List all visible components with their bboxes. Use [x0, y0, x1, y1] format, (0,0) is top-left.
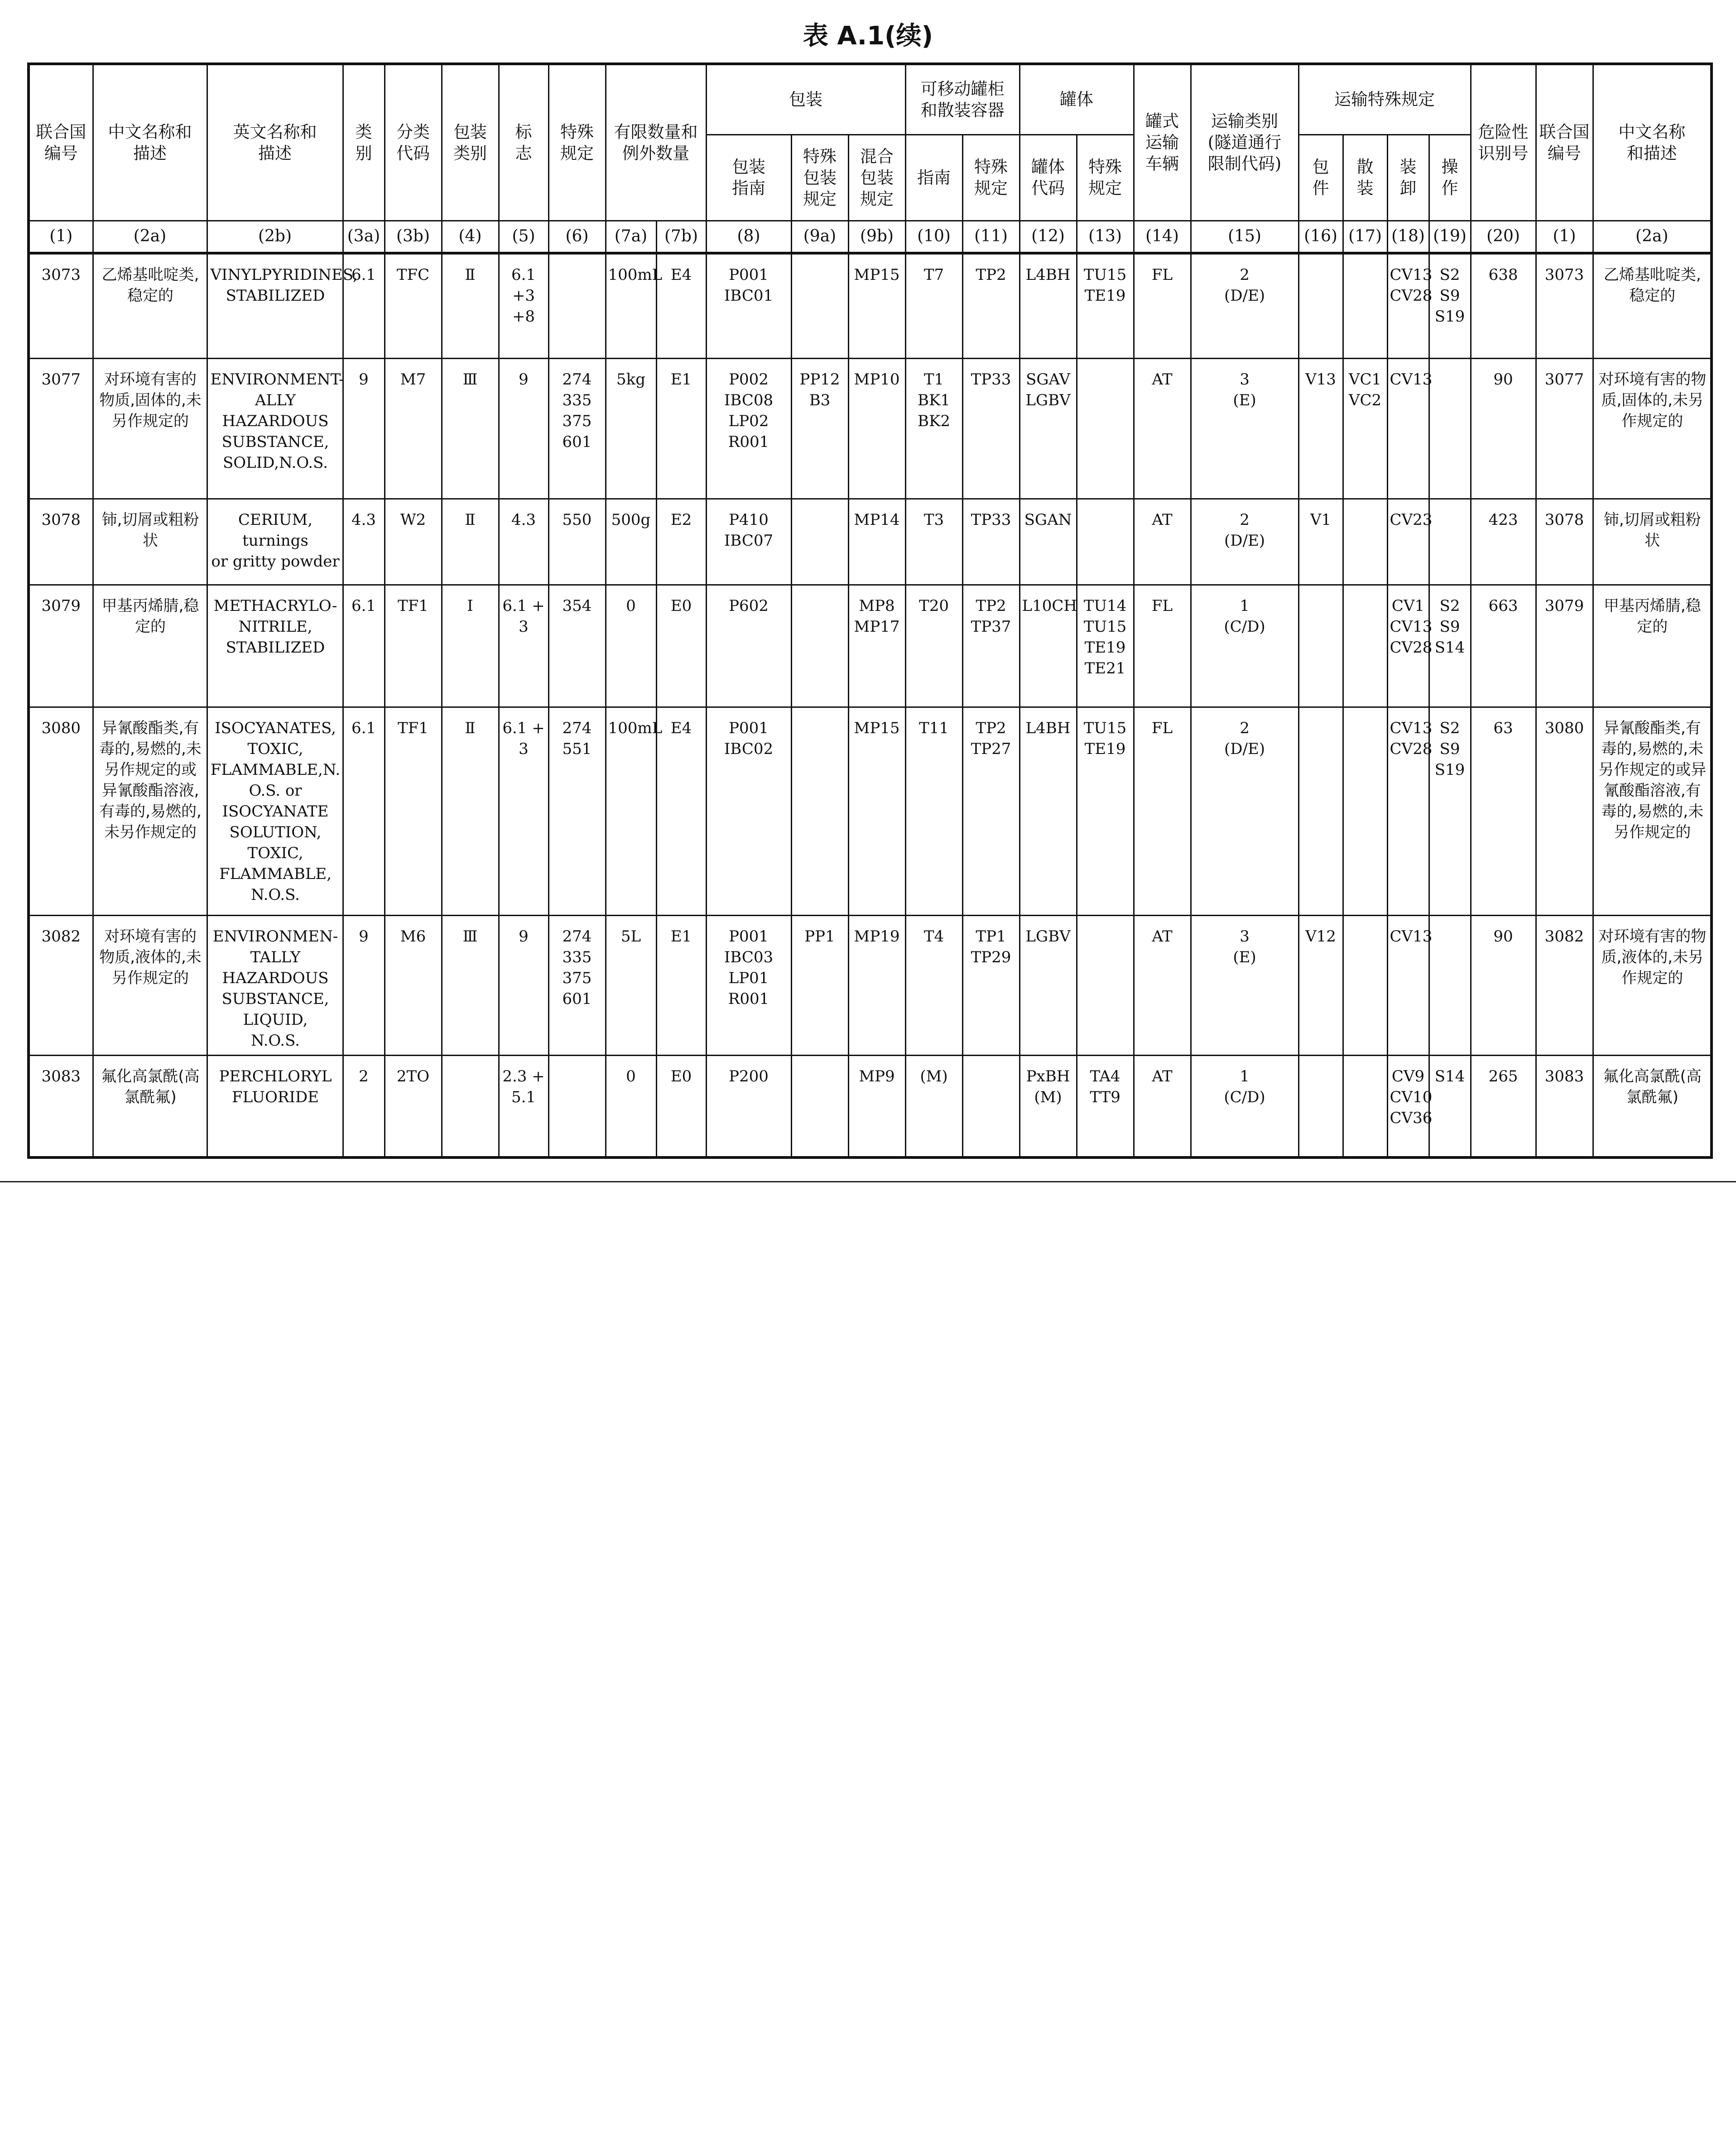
- cell-un-number: 3080: [29, 707, 93, 915]
- cell-chinese-name-repeat: 甲基丙烯腈,稳定的: [1593, 585, 1712, 707]
- cell-chinese-name: 氟化高氯酰(高氯酰氟): [93, 1055, 207, 1157]
- column-number: (18): [1387, 221, 1429, 253]
- cell-un-number: 3077: [29, 358, 93, 499]
- cell-packages-provision: [1298, 253, 1343, 358]
- cell-packing-group: Ⅲ: [442, 915, 499, 1055]
- header-english-name: 英文名称和 描述: [207, 64, 343, 221]
- cell-transport-category: 2 (D/E): [1191, 253, 1298, 358]
- cell-hazard-id: 63: [1471, 707, 1536, 915]
- cell-portable-tank-instructions: T7: [905, 253, 962, 358]
- table-body: [29, 253, 1712, 1157]
- cell-label: 2.3 + 5.1: [499, 1055, 548, 1157]
- cell-class: 9: [343, 915, 385, 1055]
- table-row: [29, 1055, 1712, 1157]
- cell-bulk-provision: [1343, 915, 1387, 1055]
- cell-special-packing: [791, 1055, 848, 1157]
- cell-tank-special: TU15 TE19: [1077, 707, 1134, 915]
- cell-label: 6.1 + 3: [499, 585, 548, 707]
- cell-packing-instructions: P001 IBC02: [706, 707, 791, 915]
- cell-label: 9: [499, 915, 548, 1055]
- cell-excepted-quantity: E0: [656, 585, 706, 707]
- cell-un-number-repeat: 3083: [1536, 1055, 1593, 1157]
- page-title: 表 A.1(续): [803, 21, 933, 51]
- cell-portable-tank-instructions: T4: [905, 915, 962, 1055]
- column-number: (11): [962, 221, 1019, 253]
- cell-packages-provision: V1: [1298, 499, 1343, 585]
- header-tank-code: 罐体 代码: [1019, 134, 1077, 221]
- header-mixed-packing: 混合 包装 规定: [848, 134, 905, 221]
- cell-packing-instructions: P002 IBC08 LP02 R001: [706, 358, 791, 499]
- cell-loading-provision: CV23: [1387, 499, 1429, 585]
- cell-class: 6.1: [343, 585, 385, 707]
- cell-packages-provision: [1298, 1055, 1343, 1157]
- column-number: (1): [29, 221, 93, 253]
- cell-special-provisions: [548, 253, 606, 358]
- cell-chinese-name-repeat: 对环境有害的物质,固体的,未另作规定的: [1593, 358, 1712, 499]
- cell-transport-category: 3 (E): [1191, 358, 1298, 499]
- cell-class: 9: [343, 358, 385, 499]
- cell-mixed-packing: MP9: [848, 1055, 905, 1157]
- cell-portable-tank-special: [962, 1055, 1019, 1157]
- cell-special-provisions: 274 335 375 601: [548, 915, 606, 1055]
- cell-special-provisions: 550: [548, 499, 606, 585]
- cell-transport-category: 2 (D/E): [1191, 707, 1298, 915]
- cell-packing-instructions: P001 IBC01: [706, 253, 791, 358]
- cell-label: 4.3: [499, 499, 548, 585]
- cell-class-code: M7: [385, 358, 442, 499]
- cell-tank-code: LGBV: [1019, 915, 1077, 1055]
- header-group-tank: 罐体: [1019, 64, 1134, 134]
- cell-tank-special: TU15 TE19: [1077, 253, 1134, 358]
- cell-packing-group: Ⅱ: [442, 253, 499, 358]
- cell-bulk-provision: [1343, 707, 1387, 915]
- header-packing-group: 包装 类别: [442, 64, 499, 221]
- cell-packages-provision: V12: [1298, 915, 1343, 1055]
- cell-hazard-id: 265: [1471, 1055, 1536, 1157]
- cell-bulk-provision: [1343, 585, 1387, 707]
- column-number: (5): [499, 221, 548, 253]
- cell-special-packing: PP1: [791, 915, 848, 1055]
- table-row: [29, 707, 1712, 915]
- cell-loading-provision: CV13 CV28: [1387, 253, 1429, 358]
- cell-un-number: 3083: [29, 1055, 93, 1157]
- column-number: (12): [1019, 221, 1077, 253]
- header-operation: 操 作: [1429, 134, 1471, 221]
- column-number-row: [29, 221, 1712, 253]
- cell-packing-instructions: P001 IBC03 LP01 R001: [706, 915, 791, 1055]
- cell-limited-quantity: 500g: [606, 499, 656, 585]
- cell-mixed-packing: MP8 MP17: [848, 585, 905, 707]
- table-row: [29, 585, 1712, 707]
- cell-tank-vehicle: FL: [1134, 707, 1191, 915]
- column-number: (7b): [656, 221, 706, 253]
- cell-english-name: VINYLPYRIDINES, STABILIZED: [207, 253, 343, 358]
- header-special-provisions: 特殊 规定: [548, 64, 606, 221]
- header-chinese-name: 中文名称和 描述: [93, 64, 207, 221]
- cell-limited-quantity: 0: [606, 585, 656, 707]
- cell-class-code: TFC: [385, 253, 442, 358]
- cell-tank-code: SGAN: [1019, 499, 1077, 585]
- cell-un-number: 3079: [29, 585, 93, 707]
- header-class: 类 别: [343, 64, 385, 221]
- cell-portable-tank-special: TP33: [962, 499, 1019, 585]
- header-tank-special: 特殊 规定: [1077, 134, 1134, 221]
- cell-loading-provision: CV13: [1387, 915, 1429, 1055]
- cell-chinese-name: 对环境有害的物质,固体的,未另作规定的: [93, 358, 207, 499]
- cell-operation-provision: S2 S9 S19: [1429, 707, 1471, 915]
- cell-limited-quantity: 0: [606, 1055, 656, 1157]
- cell-tank-vehicle: AT: [1134, 915, 1191, 1055]
- column-number: (15): [1191, 221, 1298, 253]
- cell-label: 9: [499, 358, 548, 499]
- cell-chinese-name-repeat: 铈,切屑或粗粉状: [1593, 499, 1712, 585]
- column-number: (3a): [343, 221, 385, 253]
- cell-chinese-name-repeat: 异氰酸酯类,有毒的,易燃的,未另作规定的或异氰酸酯溶液,有毒的,易燃的,未另作规定的: [1593, 707, 1712, 915]
- cell-chinese-name: 乙烯基吡啶类,稳定的: [93, 253, 207, 358]
- header-label: 标 志: [499, 64, 548, 221]
- cell-packages-provision: [1298, 585, 1343, 707]
- cell-portable-tank-special: TP1 TP29: [962, 915, 1019, 1055]
- cell-operation-provision: [1429, 499, 1471, 585]
- cell-chinese-name-repeat: 对环境有害的物质,液体的,未另作规定的: [1593, 915, 1712, 1055]
- column-number: (2a): [93, 221, 207, 253]
- cell-class-code: TF1: [385, 585, 442, 707]
- header-row-top: [29, 64, 1712, 134]
- cell-bulk-provision: VC1 VC2: [1343, 358, 1387, 499]
- header-group-special-provisions: 运输特殊规定: [1298, 64, 1471, 134]
- cell-limited-quantity: 5kg: [606, 358, 656, 499]
- cell-label: 6.1 +3 +8: [499, 253, 548, 358]
- cell-operation-provision: S2 S9 S14: [1429, 585, 1471, 707]
- cell-mixed-packing: MP14: [848, 499, 905, 585]
- cell-packing-group: Ⅱ: [442, 499, 499, 585]
- header-chinese-name-repeat: 中文名称 和描述: [1593, 64, 1712, 221]
- cell-tank-special: [1077, 358, 1134, 499]
- cell-tank-special: [1077, 499, 1134, 585]
- cell-special-packing: PP12 B3: [791, 358, 848, 499]
- cell-special-provisions: 274 551: [548, 707, 606, 915]
- column-number: (9a): [791, 221, 848, 253]
- header-portable-tank-instructions: 指南: [905, 134, 962, 221]
- cell-un-number-repeat: 3082: [1536, 915, 1593, 1055]
- cell-special-provisions: 274 335 375 601: [548, 358, 606, 499]
- cell-excepted-quantity: E2: [656, 499, 706, 585]
- header-bulk: 散 装: [1343, 134, 1387, 221]
- cell-excepted-quantity: E4: [656, 707, 706, 915]
- table-row: [29, 915, 1712, 1055]
- cell-operation-provision: [1429, 915, 1471, 1055]
- cell-mixed-packing: MP10: [848, 358, 905, 499]
- cell-mixed-packing: MP19: [848, 915, 905, 1055]
- cell-limited-quantity: 100mL: [606, 253, 656, 358]
- cell-packing-instructions: P200: [706, 1055, 791, 1157]
- cell-packages-provision: [1298, 707, 1343, 915]
- cell-english-name: ENVIRONMENT- ALLY HAZARDOUS SUBSTANCE, SOLID,N.O.S.: [207, 358, 343, 499]
- cell-label: 6.1 + 3: [499, 707, 548, 915]
- table-row: [29, 253, 1712, 358]
- cell-portable-tank-instructions: (M): [905, 1055, 962, 1157]
- cell-hazard-id: 90: [1471, 358, 1536, 499]
- column-number: (9b): [848, 221, 905, 253]
- cell-transport-category: 2 (D/E): [1191, 499, 1298, 585]
- cell-packing-group: [442, 1055, 499, 1157]
- header-hazard-id: 危险性 识别号: [1471, 64, 1536, 221]
- header-transport-category: 运输类别 (隧道通行 限制代码): [1191, 64, 1298, 221]
- cell-special-packing: [791, 499, 848, 585]
- cell-tank-special: TA4 TT9: [1077, 1055, 1134, 1157]
- cell-tank-special: [1077, 915, 1134, 1055]
- cell-un-number: 3082: [29, 915, 93, 1055]
- header-group-packaging: 包装: [706, 64, 905, 134]
- cell-hazard-id: 90: [1471, 915, 1536, 1055]
- column-number: (3b): [385, 221, 442, 253]
- cell-loading-provision: CV13 CV28: [1387, 707, 1429, 915]
- cell-hazard-id: 663: [1471, 585, 1536, 707]
- cell-un-number-repeat: 3078: [1536, 499, 1593, 585]
- cell-class: 2: [343, 1055, 385, 1157]
- cell-mixed-packing: MP15: [848, 707, 905, 915]
- column-number: (1): [1536, 221, 1593, 253]
- column-number: (2a): [1593, 221, 1712, 253]
- cell-chinese-name-repeat: 氟化高氯酰(高氯酰氟): [1593, 1055, 1712, 1157]
- cell-class: 4.3: [343, 499, 385, 585]
- cell-portable-tank-special: TP2 TP37: [962, 585, 1019, 707]
- cell-operation-provision: S14: [1429, 1055, 1471, 1157]
- cell-un-number-repeat: 3080: [1536, 707, 1593, 915]
- table-row: [29, 499, 1712, 585]
- column-number: (2b): [207, 221, 343, 253]
- column-number: (14): [1134, 221, 1191, 253]
- cell-un-number: 3073: [29, 253, 93, 358]
- cell-tank-vehicle: AT: [1134, 1055, 1191, 1157]
- cell-english-name: ISOCYANATES, TOXIC, FLAMMABLE,N. O.S. or ISOCYANATE SOLUTION, TOXIC, FLAMMABLE, N.O.S.: [207, 707, 343, 915]
- header-special-packing: 特殊 包装 规定: [791, 134, 848, 221]
- cell-tank-vehicle: AT: [1134, 358, 1191, 499]
- cell-chinese-name: 甲基丙烯腈,稳定的: [93, 585, 207, 707]
- header-un-number: 联合国 编号: [29, 64, 93, 221]
- cell-chinese-name: 异氰酸酯类,有毒的,易燃的,未另作规定的或异氰酸酯溶液,有毒的,易燃的,未另作规定的: [93, 707, 207, 915]
- cell-class: 6.1: [343, 707, 385, 915]
- cell-transport-category: 3 (E): [1191, 915, 1298, 1055]
- column-number: (6): [548, 221, 606, 253]
- cell-portable-tank-instructions: T20: [905, 585, 962, 707]
- cell-portable-tank-instructions: T1 BK1 BK2: [905, 358, 962, 499]
- cell-packages-provision: V13: [1298, 358, 1343, 499]
- cell-loading-provision: CV9 CV10 CV36: [1387, 1055, 1429, 1157]
- cell-english-name: METHACRYLO- NITRILE, STABILIZED: [207, 585, 343, 707]
- cell-excepted-quantity: E1: [656, 915, 706, 1055]
- cell-un-number-repeat: 3079: [1536, 585, 1593, 707]
- cell-excepted-quantity: E0: [656, 1055, 706, 1157]
- cell-special-packing: [791, 253, 848, 358]
- cell-bulk-provision: [1343, 253, 1387, 358]
- cell-english-name: PERCHLORYL FLUORIDE: [207, 1055, 343, 1157]
- cell-portable-tank-special: TP2: [962, 253, 1019, 358]
- cell-chinese-name: 对环境有害的物质,液体的,未另作规定的: [93, 915, 207, 1055]
- column-number: (10): [905, 221, 962, 253]
- cell-un-number: 3078: [29, 499, 93, 585]
- column-number: (16): [1298, 221, 1343, 253]
- header-portable-tank-special: 特殊 规定: [962, 134, 1019, 221]
- header-loading: 装 卸: [1387, 134, 1429, 221]
- header-group-portable-tank: 可移动罐柜 和散装容器: [905, 64, 1019, 134]
- cell-excepted-quantity: E4: [656, 253, 706, 358]
- cell-class-code: 2TO: [385, 1055, 442, 1157]
- column-number: (4): [442, 221, 499, 253]
- column-number: (19): [1429, 221, 1471, 253]
- cell-limited-quantity: 5L: [606, 915, 656, 1055]
- cell-tank-code: PxBH (M): [1019, 1055, 1077, 1157]
- cell-portable-tank-special: TP2 TP27: [962, 707, 1019, 915]
- cell-hazard-id: 423: [1471, 499, 1536, 585]
- cell-portable-tank-special: TP33: [962, 358, 1019, 499]
- cell-portable-tank-instructions: T11: [905, 707, 962, 915]
- cell-tank-code: L4BH: [1019, 253, 1077, 358]
- cell-loading-provision: CV1 CV13 CV28: [1387, 585, 1429, 707]
- cell-un-number-repeat: 3073: [1536, 253, 1593, 358]
- cell-tank-code: L4BH: [1019, 707, 1077, 915]
- header-limited-quantity: 有限数量和 例外数量: [606, 64, 706, 221]
- cell-bulk-provision: [1343, 1055, 1387, 1157]
- header-un-number-repeat: 联合国 编号: [1536, 64, 1593, 221]
- cell-class: 6.1: [343, 253, 385, 358]
- header-packages: 包 件: [1298, 134, 1343, 221]
- cell-packing-instructions: P410 IBC07: [706, 499, 791, 585]
- cell-tank-special: TU14 TU15 TE19 TE21: [1077, 585, 1134, 707]
- cell-operation-provision: [1429, 358, 1471, 499]
- cell-excepted-quantity: E1: [656, 358, 706, 499]
- cell-english-name: CERIUM, turnings or gritty powder: [207, 499, 343, 585]
- cell-portable-tank-instructions: T3: [905, 499, 962, 585]
- cell-special-packing: [791, 585, 848, 707]
- cell-transport-category: 1 (C/D): [1191, 1055, 1298, 1157]
- cell-chinese-name: 铈,切屑或粗粉状: [93, 499, 207, 585]
- column-number: (17): [1343, 221, 1387, 253]
- header-packing-instructions: 包装 指南: [706, 134, 791, 221]
- column-number: (13): [1077, 221, 1134, 253]
- cell-hazard-id: 638: [1471, 253, 1536, 358]
- cell-bulk-provision: [1343, 499, 1387, 585]
- cell-packing-group: Ⅱ: [442, 707, 499, 915]
- header-tank-vehicle: 罐式 运输 车辆: [1134, 64, 1191, 221]
- cell-special-packing: [791, 707, 848, 915]
- cell-operation-provision: S2 S9 S19: [1429, 253, 1471, 358]
- cell-limited-quantity: 100mL: [606, 707, 656, 915]
- cell-loading-provision: CV13: [1387, 358, 1429, 499]
- cell-tank-code: L10CH: [1019, 585, 1077, 707]
- table-row: [29, 358, 1712, 499]
- cell-packing-group: Ⅲ: [442, 358, 499, 499]
- cell-class-code: TF1: [385, 707, 442, 915]
- cell-un-number-repeat: 3077: [1536, 358, 1593, 499]
- dangerous-goods-table: [27, 62, 1713, 1159]
- cell-tank-vehicle: FL: [1134, 253, 1191, 358]
- header-class-code: 分类 代码: [385, 64, 442, 221]
- page-divider: [0, 1181, 1736, 1182]
- column-number: (20): [1471, 221, 1536, 253]
- cell-class-code: M6: [385, 915, 442, 1055]
- cell-special-provisions: 354: [548, 585, 606, 707]
- cell-transport-category: 1 (C/D): [1191, 585, 1298, 707]
- cell-english-name: ENVIRONMEN- TALLY HAZARDOUS SUBSTANCE, LIQUID, N.O.S.: [207, 915, 343, 1055]
- column-number: (8): [706, 221, 791, 253]
- cell-tank-vehicle: FL: [1134, 585, 1191, 707]
- cell-class-code: W2: [385, 499, 442, 585]
- cell-chinese-name-repeat: 乙烯基吡啶类,稳定的: [1593, 253, 1712, 358]
- cell-tank-vehicle: AT: [1134, 499, 1191, 585]
- column-number: (7a): [606, 221, 656, 253]
- cell-special-provisions: [548, 1055, 606, 1157]
- cell-packing-group: Ⅰ: [442, 585, 499, 707]
- cell-mixed-packing: MP15: [848, 253, 905, 358]
- cell-packing-instructions: P602: [706, 585, 791, 707]
- cell-tank-code: SGAV LGBV: [1019, 358, 1077, 499]
